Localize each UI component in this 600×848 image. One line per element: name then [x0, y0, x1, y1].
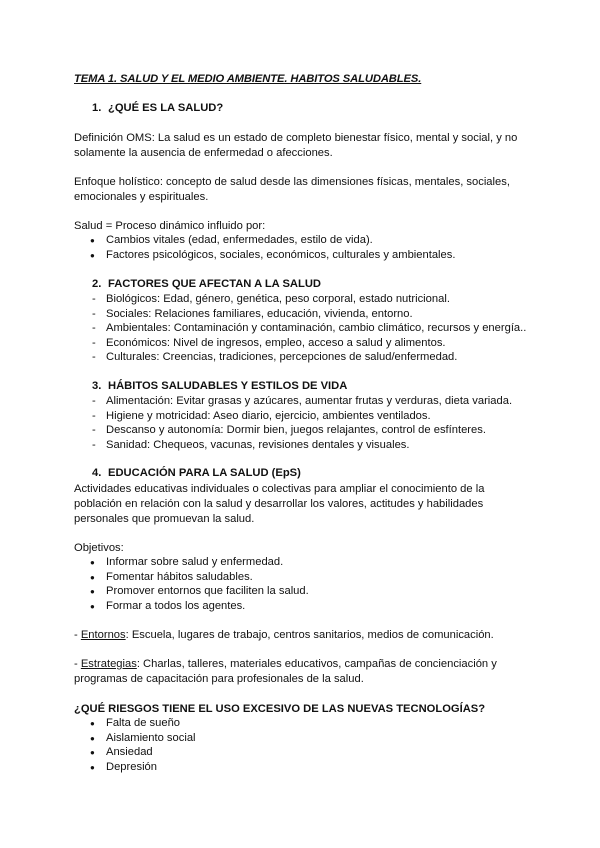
list-item: ● Falta de sueño [0, 716, 196, 731]
list-item: ● Formar a todos los agentes. [0, 599, 309, 614]
eps-line: personales que promuevan la salud. [74, 513, 255, 525]
section-4-heading [92, 466, 301, 481]
item-label: Culturales: [106, 351, 160, 363]
list-item [0, 409, 512, 424]
item-text: Aseo diario, ejercicio, ambientes ventilados. [210, 409, 431, 422]
dash: - [74, 658, 81, 670]
item-label: Descanso y autonomía: [106, 424, 224, 436]
eps-description [74, 482, 534, 527]
section-3-title: HÁBITOS SALUDABLES Y ESTILOS DE VIDA [108, 380, 348, 392]
health-process-label: Salud = Proceso dinámico influido por: [74, 220, 266, 232]
section-1-number: 1. [92, 102, 102, 114]
item-text: Relaciones familiares, educación, vivienda, entorno. [151, 307, 413, 320]
objectives-label: Objetivos: [74, 542, 124, 554]
item-text: Dormir bien, juegos relajantes, control de esfínteres. [223, 424, 486, 436]
list-item [0, 350, 526, 365]
list-item [0, 438, 512, 453]
entornos-text: : Escuela, lugares de trabajo, centros sanitarios, medios de comunicación. [125, 629, 494, 641]
oms-definition-line: solamente la ausencia de enfermedad o afecciones. [74, 147, 333, 159]
list-item [0, 336, 526, 351]
section-3-heading [92, 379, 347, 394]
item-label: Biológicos: [106, 293, 161, 305]
health-factors-list [0, 233, 455, 262]
risks-list [0, 716, 196, 774]
entornos-line [74, 628, 534, 643]
holistic-line: Enfoque holístico: concepto de salud desde las dimensiones físicas, mentales, sociales, [74, 176, 510, 188]
section-1-heading [92, 101, 223, 116]
list-item [0, 307, 526, 322]
item-text: Creencias, tradiciones, percepciones de salud/enfermedad. [159, 351, 458, 363]
list-item: ● Aislamiento social [0, 731, 196, 746]
item-text: Nivel de ingresos, empleo, acceso a salud y alimentos. [170, 336, 446, 349]
list-item [0, 292, 526, 307]
list-item [0, 394, 512, 409]
section-3-number: 3. [92, 380, 102, 392]
section-4-number: 4. [92, 467, 102, 479]
list-item: ● Ansiedad [0, 745, 196, 760]
item-text: Contaminación y contaminación, cambio climático, recursos y energía.. [170, 322, 527, 334]
list-item [0, 423, 512, 438]
item-label: Sanidad: [106, 438, 151, 451]
eps-line: Actividades educativas individuales o colectivas para ampliar el conocimiento de la [74, 483, 485, 495]
section-2-title: FACTORES QUE AFECTAN A LA SALUD [108, 278, 321, 290]
objectives-list [0, 555, 309, 613]
list-item: ● Cambios vitales (edad, enfermedades, estilo de vida). [0, 233, 455, 248]
eps-line: población en relación con la salud y desarrollar los valores, actitudes y habilidades [74, 498, 484, 510]
section-2-heading [92, 277, 321, 292]
item-text: Chequeos, vacunas, revisiones dentales y visuales. [150, 438, 410, 451]
list-item [0, 321, 526, 336]
entornos-label: Entornos [80, 629, 126, 641]
estrategias-line: programas de capacitación para profesionales de la salud. [74, 673, 364, 685]
estrategias-block [74, 657, 534, 687]
holistic-line: emocionales y espirituales. [74, 191, 209, 203]
item-label: Alimentación: [106, 395, 174, 407]
dash: - [74, 629, 81, 641]
section-4-title: EDUCACIÓN PARA LA SALUD (EpS) [108, 467, 301, 479]
habits-list [0, 394, 512, 452]
list-item: ● Factores psicológicos, sociales, económicos, culturales y ambientales. [0, 248, 455, 263]
document-title: TEMA 1. SALUD Y EL MEDIO AMBIENTE. HABITOS SALUDABLES. [74, 73, 422, 85]
list-item: ● Informar sobre salud y enfermedad. [0, 555, 309, 570]
holistic-approach [74, 175, 534, 205]
section-2-number: 2. [92, 278, 102, 290]
item-label: Ambientales: [106, 322, 171, 334]
list-item: ● Promover entornos que faciliten la salud. [0, 584, 309, 599]
item-label: Económicos: [106, 336, 171, 349]
item-label: Higiene y motricidad: [106, 409, 211, 422]
section-1-title: ¿QUÉ ES LA SALUD? [108, 102, 224, 114]
estrategias-text: : Charlas, talleres, materiales educativos, campañas de concienciación y [136, 658, 497, 670]
item-text: Evitar grasas y azúcares, aumentar frutas y verduras, dieta variada. [173, 395, 513, 407]
estrategias-line [74, 657, 534, 672]
oms-definition [74, 131, 534, 161]
list-item: ● Depresión [0, 760, 196, 775]
section-5-heading: ¿QUÉ RIESGOS TIENE EL USO EXCESIVO DE LAS NUEVAS TECNOLOGÍAS? [74, 703, 486, 715]
factors-list [0, 292, 526, 365]
oms-definition-line: Definición OMS: La salud es un estado de completo bienestar físico, mental y social, y no [74, 132, 518, 144]
list-item: ● Fomentar hábitos saludables. [0, 570, 309, 585]
estrategias-label: Estrategias [80, 658, 137, 670]
item-text: Edad, género, genética, peso corporal, estado nutricional. [160, 293, 450, 305]
item-label: Sociales: [106, 307, 152, 320]
